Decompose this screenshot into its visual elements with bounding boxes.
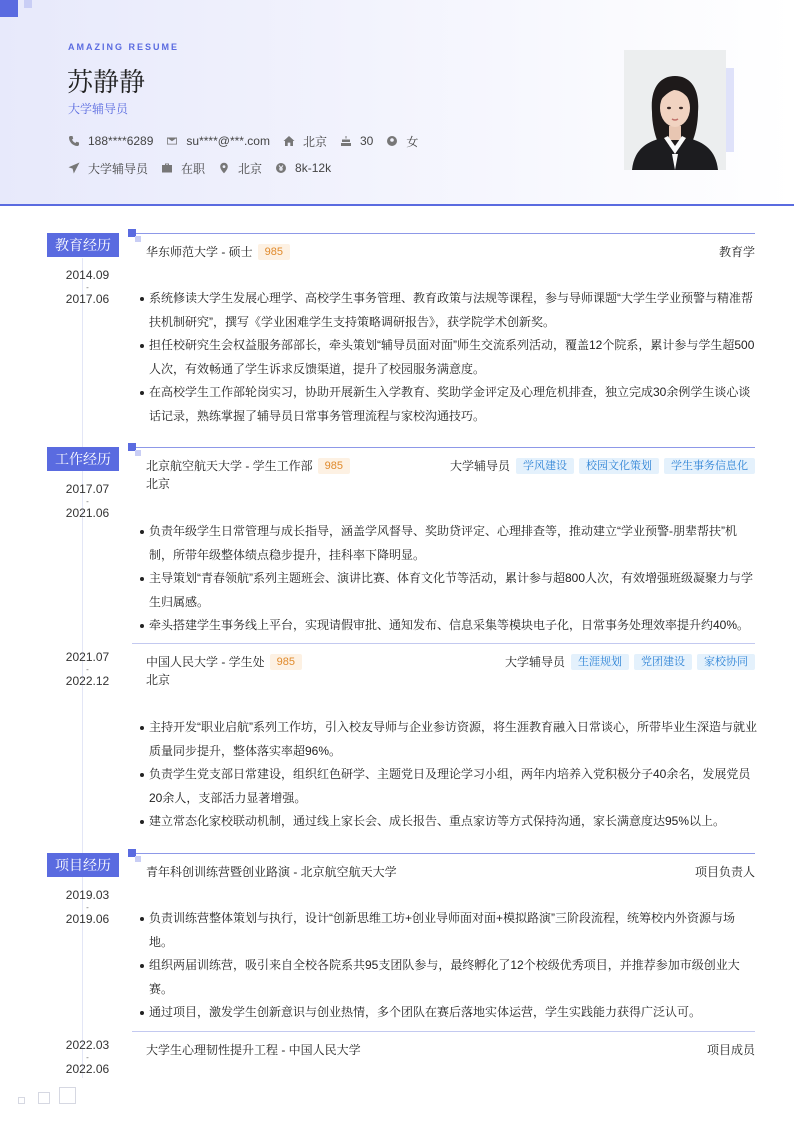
skill-tag: 家校协同 [697, 654, 755, 670]
section-marker [128, 849, 136, 857]
edu-end-date: 2017.06 [65, 292, 110, 306]
entry-divider [132, 643, 755, 644]
contact-gender-text: 女 [406, 134, 419, 149]
proj2-end-date: 2022.06 [65, 1062, 110, 1076]
intent-status [161, 160, 205, 176]
list-item: 建立常态化家校联动机制，通过线上家长会、成长报告、重点家访等方式保持沟通，家长满意度达95%以上。 [137, 810, 757, 834]
contact-phone [68, 133, 153, 149]
mail-icon [166, 135, 178, 147]
footer-decoration [18, 1097, 25, 1104]
work2-end-date: 2022.12 [65, 674, 110, 688]
date-separator: - [86, 497, 89, 506]
work1-start-date: 2017.07 [65, 482, 110, 496]
work2-role: 大学辅导员 [504, 655, 565, 669]
school-rank-badge: 985 [270, 654, 302, 670]
entry-divider [132, 1031, 755, 1032]
contact-row [68, 133, 431, 149]
edu-major: 教育学 [718, 245, 755, 259]
list-item: 牵头搭建学生事务线上平台，实现请假审批、通知发布、信息采集等模块电子化，日常事务处理效率提升约40%。 [137, 614, 757, 638]
portrait-image [624, 50, 726, 170]
work2-org-name: 中国人民大学 - 学生处 [146, 655, 265, 669]
list-item: 主持开发“职业启航”系列工作坊，引入校友导师与企业参访资源，将生涯教育融入日常谈心，所带毕业生深造与就业质量同步提升，整体落实率超96%。 [137, 716, 757, 763]
phone-icon [68, 135, 80, 147]
proj1-end-date: 2019.06 [65, 912, 110, 926]
intent-position-text: 大学辅导员 [88, 161, 149, 176]
contact-phone-text: 188****6289 [88, 134, 154, 148]
edu-school [146, 243, 290, 260]
footer-decoration [38, 1092, 50, 1104]
date-separator: - [86, 1053, 89, 1062]
proj2-start-date: 2022.03 [65, 1038, 110, 1052]
intent-city-text: 北京 [238, 161, 263, 176]
proj1-start-date: 2019.03 [65, 888, 110, 902]
work1-location: 北京 [146, 477, 171, 491]
list-item: 担任校研究生会权益服务部部长，牵头策划“辅导员面对面”师生交流系列活动，覆盖12个院系，累计参与学生超500人次，有效畅通了学生诉求反馈渠道，提升了校园服务满意度。 [137, 334, 757, 381]
intent-status-text: 在职 [181, 161, 206, 176]
work2-org [146, 653, 302, 670]
work2-start-date: 2021.07 [65, 650, 110, 664]
intent-salary [275, 160, 331, 176]
date-separator: - [86, 903, 89, 912]
location-icon [218, 162, 230, 174]
list-item: 在高校学生工作部轮岗实习，协助开展新生入学教育、奖助学金评定及心理危机排查，独立完成30余例学生谈心谈话记录，熟练掌握了辅导员日常事务管理流程与家校沟通技巧。 [137, 381, 757, 428]
date-separator: - [86, 283, 89, 292]
gender-icon [386, 135, 398, 147]
intent-position [68, 160, 148, 176]
work2-location: 北京 [146, 673, 171, 687]
list-item: 负责训练营整体策划与执行，设计“创新思维工坊+创业导师面对面+模拟路演”三阶段流程，统筹校内外资源与场地。 [137, 907, 757, 954]
work1-org [146, 457, 350, 474]
section-title-projects: 项目经历 [47, 853, 119, 877]
section-marker [128, 443, 136, 451]
skill-tag: 校园文化策划 [579, 458, 659, 474]
contact-home-text: 北京 [302, 134, 327, 149]
resume-tagline: AMAZING RESUME [68, 42, 179, 52]
date-separator: - [86, 665, 89, 674]
cake-icon [340, 135, 352, 147]
skill-tag: 学生事务信息化 [664, 458, 755, 474]
candidate-title: 大学辅导员 [68, 102, 129, 116]
skill-tag: 党团建设 [634, 654, 692, 670]
proj1-name: 青年科创训练营暨创业路演 - 北京航空航天大学 [146, 865, 397, 879]
work2-bullets [137, 716, 757, 834]
contact-email [166, 133, 270, 149]
resume-header [0, 0, 794, 206]
intent-salary-text: 8k-12k [295, 161, 332, 175]
work1-end-date: 2021.06 [65, 506, 110, 520]
school-rank-badge: 985 [318, 458, 350, 474]
school-rank-badge: 985 [258, 244, 290, 260]
work1-org-name: 北京航空航天大学 - 学生工作部 [146, 459, 313, 473]
section-divider [136, 447, 755, 448]
section-divider [136, 853, 755, 854]
skill-tag: 生涯规划 [571, 654, 629, 670]
contact-home [283, 133, 327, 149]
footer-decoration [59, 1087, 76, 1104]
section-title-work: 工作经历 [47, 447, 119, 471]
contact-gender [386, 133, 418, 149]
edu-start-date: 2014.09 [65, 268, 110, 282]
home-icon [283, 135, 295, 147]
contact-email-text: su****@***.com [186, 134, 270, 148]
briefcase-icon [161, 162, 173, 174]
job-intent-row [68, 160, 344, 176]
corner-decoration-small [24, 0, 32, 8]
candidate-name: 苏静静 [67, 68, 146, 98]
proj1-bullets [137, 907, 757, 1025]
list-item: 组织两届训练营，吸引来自全校各院系共95支团队参与，最终孵化了12个校级优秀项目，并推荐参加市级创业大赛。 [137, 954, 757, 1001]
work2-role-tags [505, 653, 755, 670]
section-title-education: 教育经历 [47, 233, 119, 257]
send-icon [68, 162, 80, 174]
list-item: 通过项目，激发学生创新意识与创业热情，多个团队在赛后落地实体运营，学生实践能力获得广泛认可。 [137, 1001, 757, 1025]
corner-decoration [0, 0, 18, 17]
proj1-role: 项目负责人 [694, 865, 755, 879]
list-item: 负责学生党支部日常建设，组织红色研学、主题党日及理论学习小组，两年内培养入党积极分子40余名，发展党员20余人，支部活力显著增强。 [137, 763, 757, 810]
list-item: 系统修读大学生发展心理学、高校学生事务管理、教育政策与法规等课程，参与导师课题“大学生学业预警与精准帮扶机制研究”，撰写《学业困难学生支持策略调研报告》，获学院学术创新奖。 [137, 287, 757, 334]
contact-age [340, 133, 373, 149]
edu-bullets [137, 287, 757, 428]
proj2-role: 项目成员 [706, 1043, 755, 1057]
edu-school-name: 华东师范大学 - 硕士 [146, 245, 253, 259]
proj2-name: 大学生心理韧性提升工程 - 中国人民大学 [146, 1043, 361, 1057]
list-item: 负责年级学生日常管理与成长指导，涵盖学风督导、奖助贷评定、心理排查等，推动建立“学业预警-朋辈帮扶”机制，所带年级整体绩点稳步提升，挂科率下降明显。 [137, 520, 757, 567]
contact-age-text: 30 [359, 134, 374, 148]
salary-icon [275, 162, 287, 174]
list-item: 主导策划“青春领航”系列主题班会、演讲比赛、体育文化节等活动，累计参与超800人次，有效增强班级凝聚力与学生归属感。 [137, 567, 757, 614]
work1-role-tags [450, 457, 755, 474]
work1-role: 大学辅导员 [449, 459, 510, 473]
intent-city [218, 160, 262, 176]
profile-photo [624, 50, 726, 170]
section-marker [128, 229, 136, 237]
skill-tag: 学风建设 [516, 458, 574, 474]
work1-bullets [137, 520, 757, 638]
section-divider [136, 233, 755, 234]
